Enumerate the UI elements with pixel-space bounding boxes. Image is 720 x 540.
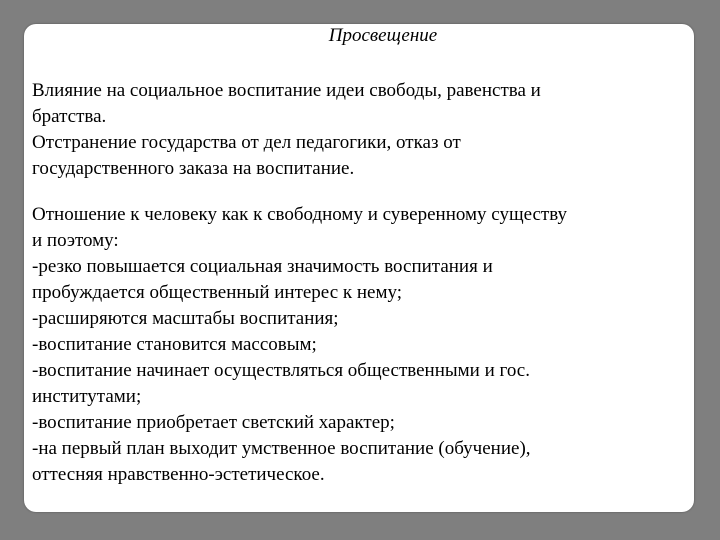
list-item: -воспитание начинает осуществляться общественными и гос. [32,360,530,381]
text-line: Отстранение государства от дел педагогики, отказ от [32,132,461,153]
text-line: государственного заказа на воспитание. [32,158,355,179]
text-line: оттесняя нравственно-эстетическое. [32,464,325,485]
list-item: -расширяются масштабы воспитания; [32,308,339,329]
slide-content [32,78,684,488]
paragraph-spacer [32,182,684,202]
paragraph-2 [32,202,684,488]
list-item: -на первый план выходит умственное воспитание (обучение), [32,438,531,459]
text-line: Влияние на социальное воспитание идеи свободы, равенства и [32,80,541,101]
paragraph-1 [32,78,684,182]
text-line: Отношение к человеку как к свободному и суверенному существу [32,204,568,225]
text-line: пробуждается общественный интерес к нему; [32,282,403,303]
text-line: братства. [32,106,107,127]
list-item: -воспитание приобретает светский характер; [32,412,395,433]
list-item: -резко повышается социальная значимость воспитания и [32,256,493,277]
text-line: институтами; [32,386,142,407]
list-item: -воспитание становится массовым; [32,334,317,355]
slide-title: Просвещение [328,25,438,46]
slide [24,24,694,512]
text-line: и поэтому: [32,230,119,251]
